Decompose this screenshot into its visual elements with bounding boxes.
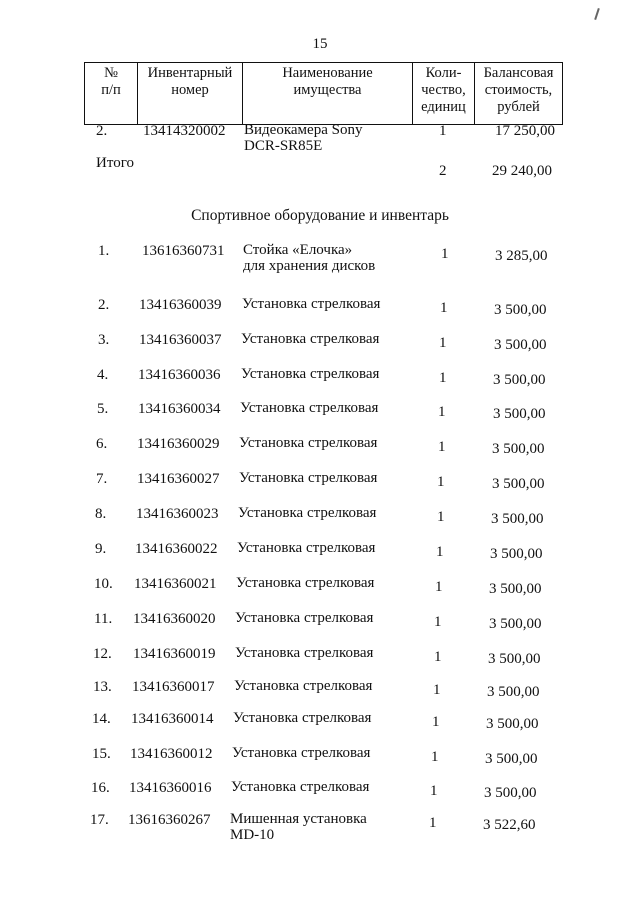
cell-inventory-number: 13416360037 <box>139 332 222 348</box>
cell-inventory-number: 13416360020 <box>133 611 216 627</box>
cell-cost: 3 500,00 <box>491 511 544 527</box>
cell-name: Установка стрелковая <box>241 331 380 347</box>
cell-quantity: 1 <box>437 474 445 490</box>
cell-inventory-number: 13416360034 <box>138 401 221 417</box>
cell-inventory-number: 13416360017 <box>132 679 215 695</box>
section-title: Спортивное оборудование и инвентарь <box>191 207 449 224</box>
cell-inventory-number: 13416360019 <box>133 646 216 662</box>
cell-quantity: 1 <box>439 123 447 139</box>
total-label: Итого <box>96 155 134 171</box>
cell-name: Видеокамера Sony DCR-SR85E <box>244 122 363 154</box>
cell-name: Установка стрелковая <box>235 610 374 626</box>
cell-inventory-number: 13416360021 <box>134 576 217 592</box>
cell-inventory-number: 13414320002 <box>143 123 226 139</box>
cell-num: 7. <box>96 471 108 487</box>
cell-num: 17. <box>90 812 109 828</box>
cell-quantity: 1 <box>434 614 442 630</box>
cell-cost: 3 500,00 <box>489 616 542 632</box>
cell-name: Установка стрелковая <box>239 435 378 451</box>
scan-mark <box>594 8 600 20</box>
cell-cost: 3 500,00 <box>486 716 539 732</box>
cell-quantity: 1 <box>438 439 446 455</box>
cell-cost: 3 500,00 <box>489 581 542 597</box>
cell-quantity: 1 <box>439 335 447 351</box>
cell-quantity: 1 <box>433 682 441 698</box>
cell-num: 15. <box>92 746 111 762</box>
cell-num: 13. <box>93 679 112 695</box>
cell-inventory-number: 13616360731 <box>142 243 225 259</box>
cell-quantity: 1 <box>438 404 446 420</box>
cell-cost: 3 500,00 <box>488 651 541 667</box>
cell-inventory-number: 13416360023 <box>136 506 219 522</box>
total-quantity: 2 <box>439 163 447 179</box>
cell-quantity: 1 <box>441 246 449 262</box>
header-quantity: Коли- чество, единиц <box>413 63 475 125</box>
cell-cost: 3 500,00 <box>484 785 537 801</box>
cell-num: 14. <box>92 711 111 727</box>
cell-quantity: 1 <box>437 509 445 525</box>
cell-inventory-number: 13416360027 <box>137 471 220 487</box>
cell-num: 16. <box>91 780 110 796</box>
cell-name: Мишенная установка MD-10 <box>230 811 367 843</box>
cell-num: 8. <box>95 506 107 522</box>
cell-name: Установка стрелковая <box>242 296 381 312</box>
cell-name: Установка стрелковая <box>241 366 380 382</box>
cell-num: 4. <box>97 367 109 383</box>
cell-cost: 17 250,00 <box>495 123 555 139</box>
table-header <box>84 62 563 125</box>
cell-name: Установка стрелковая <box>238 505 377 521</box>
cell-quantity: 1 <box>440 300 448 316</box>
cell-inventory-number: 13416360012 <box>130 746 213 762</box>
cell-inventory-number: 13416360014 <box>131 711 214 727</box>
cell-num: 2. <box>98 297 110 313</box>
cell-num: 5. <box>97 401 109 417</box>
cell-num: 1. <box>98 243 110 259</box>
cell-name: Установка стрелковая <box>232 745 371 761</box>
cell-name: Установка стрелковая <box>237 540 376 556</box>
cell-name: Установка стрелковая <box>239 470 378 486</box>
cell-cost: 3 500,00 <box>494 337 547 353</box>
cell-cost: 3 522,60 <box>483 817 536 833</box>
cell-cost: 3 500,00 <box>485 751 538 767</box>
cell-inventory-number: 13416360036 <box>138 367 221 383</box>
cell-name: Установка стрелковая <box>236 575 375 591</box>
cell-num: 12. <box>93 646 112 662</box>
cell-inventory-number: 13416360029 <box>137 436 220 452</box>
header-inventory-number: Инвентарный номер <box>138 63 243 125</box>
header-num: № п/п <box>85 63 138 125</box>
cell-cost: 3 285,00 <box>495 248 548 264</box>
total-cost: 29 240,00 <box>492 163 552 179</box>
cell-quantity: 1 <box>434 649 442 665</box>
cell-name: Установка стрелковая <box>233 710 372 726</box>
cell-name: Стойка «Елочка» для хранения дисков <box>243 242 376 274</box>
cell-name: Установка стрелковая <box>234 678 373 694</box>
cell-cost: 3 500,00 <box>492 441 545 457</box>
header-balance-cost: Балансовая стоимость, рублей <box>475 63 563 125</box>
cell-inventory-number: 13616360267 <box>128 812 211 828</box>
cell-quantity: 1 <box>439 370 447 386</box>
cell-quantity: 1 <box>435 579 443 595</box>
cell-cost: 3 500,00 <box>493 372 546 388</box>
cell-quantity: 1 <box>430 783 438 799</box>
cell-num: 6. <box>96 436 108 452</box>
cell-num: 3. <box>98 332 110 348</box>
cell-name: Установка стрелковая <box>240 400 379 416</box>
header-property-name: Наименование имущества <box>243 63 413 125</box>
page-number: 15 <box>312 36 328 52</box>
cell-quantity: 1 <box>431 749 439 765</box>
cell-quantity: 1 <box>436 544 444 560</box>
cell-quantity: 1 <box>432 714 440 730</box>
cell-cost: 3 500,00 <box>490 546 543 562</box>
cell-inventory-number: 13416360039 <box>139 297 222 313</box>
cell-name: Установка стрелковая <box>235 645 374 661</box>
cell-inventory-number: 13416360016 <box>129 780 212 796</box>
cell-num: 11. <box>94 611 113 627</box>
cell-cost: 3 500,00 <box>494 302 547 318</box>
cell-inventory-number: 13416360022 <box>135 541 218 557</box>
cell-quantity: 1 <box>429 815 437 831</box>
cell-cost: 3 500,00 <box>487 684 540 700</box>
cell-num: 10. <box>94 576 113 592</box>
cell-num: 2. <box>96 123 108 139</box>
cell-cost: 3 500,00 <box>493 406 546 422</box>
cell-num: 9. <box>95 541 107 557</box>
cell-name: Установка стрелковая <box>231 779 370 795</box>
cell-cost: 3 500,00 <box>492 476 545 492</box>
